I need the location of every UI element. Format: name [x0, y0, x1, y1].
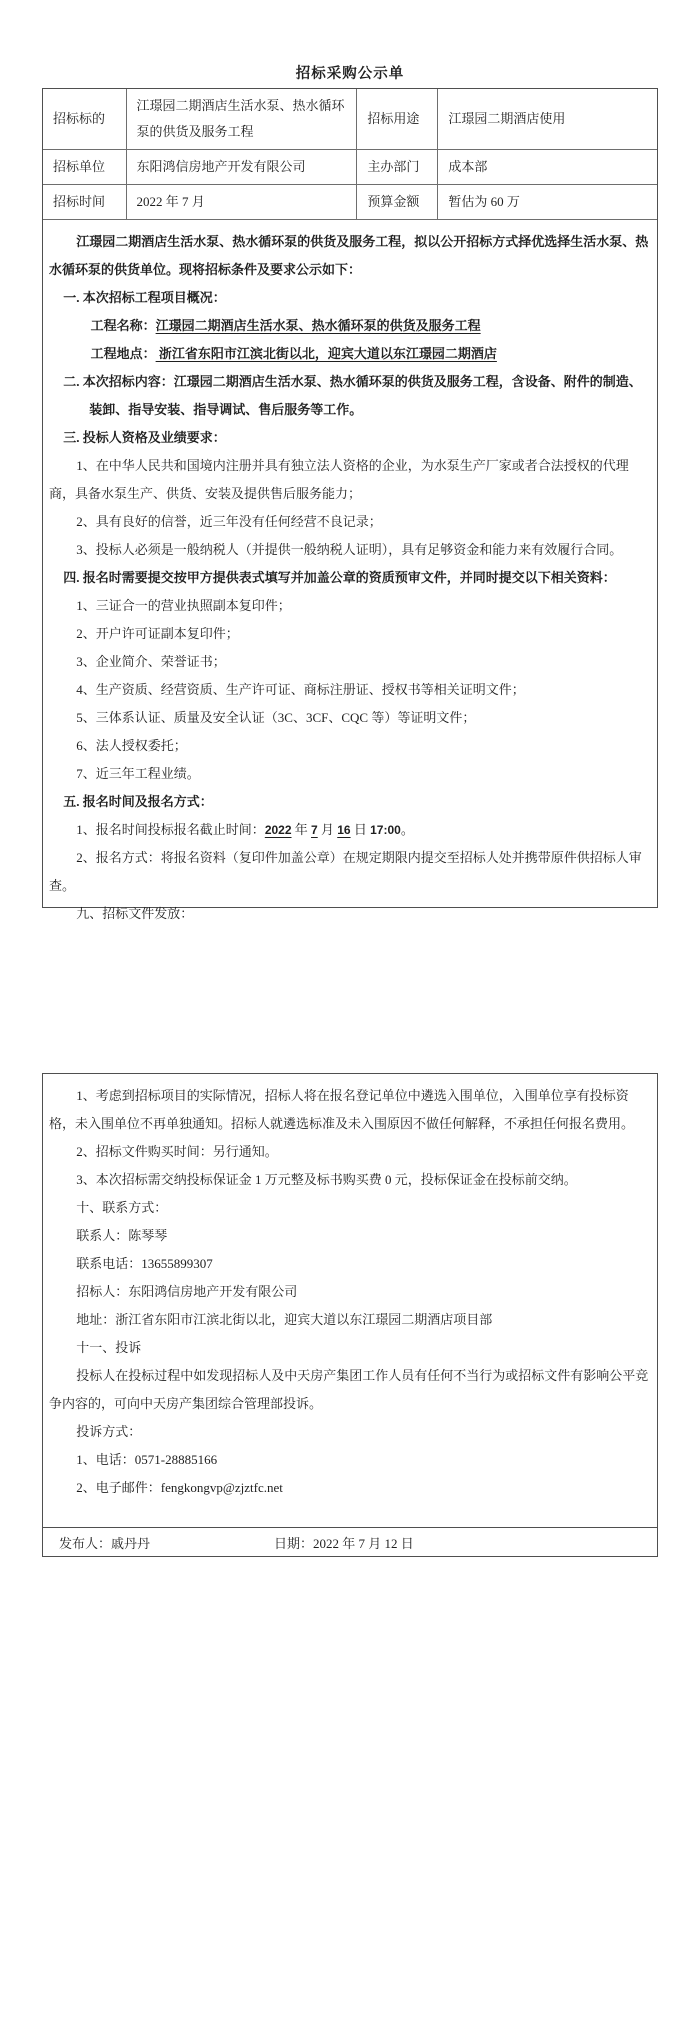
contact-phone-line: 联系电话：13655899307	[76, 1256, 213, 1271]
deadline-month-unit: 月	[317, 822, 338, 837]
intro-paragraph: 江璟园二期酒店生活水泵、热水循环泵的供货及服务工程，拟以公开招标方式择优选择生活水泵、热水循环泵的供货单位。现将招标条件及要求公示如下：	[49, 234, 649, 277]
section-1-heading: 一. 本次招标工程项目概况：	[63, 290, 226, 305]
info-label-tender-purpose: 招标用途	[357, 89, 438, 150]
deadline-day-unit: 日	[350, 822, 371, 837]
publisher-label: 发布人：戚丹丹	[59, 1535, 151, 1551]
deadline-month: 7	[311, 823, 318, 837]
deadline-time: 17:00	[370, 823, 401, 837]
section-5-heading: 五. 报名时间及报名方式：	[63, 794, 213, 809]
address-line: 地址：浙江省东阳市江滨北街以北，迎宾大道以东江璟园二期酒店项目部	[76, 1312, 493, 1327]
document-item: 5、三体系认证、质量及安全认证（3C、3CF、CQC 等）等证明文件；	[76, 710, 476, 725]
tender-announcement-document	[0, 62, 700, 1557]
info-table	[43, 89, 657, 220]
project-name-label: 工程名称：	[90, 318, 156, 333]
complaint-email-line: 2、电子邮件：fengkongvp@zjztfc.net	[76, 1480, 283, 1495]
section-2-paragraph: 二. 本次招标内容：江璟园二期酒店生活水泵、热水循环泵的供货及服务工程，含设备、附件的制造、装卸、指导安装、指导调试、售后服务等工作。	[63, 374, 642, 417]
complaint-phone-line: 1、电话：0571-28885166	[76, 1452, 218, 1467]
project-site-line	[49, 340, 651, 368]
qualification-item: 2、具有良好的信誉，近三年没有任何经营不良记录；	[76, 514, 382, 529]
deadline-year: 2022	[264, 823, 292, 837]
info-value-tender-unit: 东阳鸿信房地产开发有限公司	[127, 150, 358, 185]
publish-date: 日期：2022 年 7 月 12 日	[274, 1535, 414, 1551]
supplement-box	[42, 1073, 658, 1557]
project-name-value: 江璟园二期酒店生活水泵、热水循环泵的供货及服务工程	[155, 318, 481, 333]
announcement-body	[43, 220, 657, 928]
document-item: 3、企业简介、荣誉证书；	[76, 654, 226, 669]
section-9-heading: 九、招标文件发放：	[76, 906, 194, 921]
info-label-host-department: 主办部门	[357, 150, 438, 185]
project-site-label: 工程地点：	[90, 346, 156, 361]
deadline-year-unit: 年	[291, 822, 312, 837]
document-item: 2、开户许可证副本复印件；	[76, 626, 239, 641]
section-4-heading: 四. 报名时需要提交按甲方提供表式填写并加盖公章的资质预审文件，并同时提交以下相关资料：	[63, 570, 616, 585]
signup-method-paragraph: 2、报名方式：将报名资料（复印件加盖公章）在规定期限内提交至招标人处并携带原件供招标人审查。	[49, 850, 642, 893]
info-value-budget: 暂估为 60 万	[438, 185, 657, 220]
document-item: 4、生产资质、经营资质、生产许可证、商标注册证、授权书等相关证明文件；	[76, 682, 525, 697]
supplement-item: 1、考虑到招标项目的实际情况，招标人将在报名登记单位中遴选入围单位，入围单位享有投标资格，未入围单位不再单独通知。招标人就遴选标准及未入围原因不做任何解释，不承担任何报名费用。	[49, 1088, 635, 1131]
contact-person-line: 联系人：陈琴琴	[76, 1228, 168, 1243]
supplement-body	[43, 1074, 657, 1527]
document-item: 1、三证合一的营业执照副本复印件；	[76, 598, 291, 613]
project-name-line	[49, 312, 651, 340]
contact-section-heading: 十、联系方式：	[76, 1200, 168, 1215]
deadline-prefix: 1、报名时间投标报名截止时间：	[76, 822, 265, 837]
deadline-line	[49, 816, 651, 844]
page-title: 招标采购公示单	[295, 66, 405, 82]
document-item: 7、近三年工程业绩。	[76, 766, 200, 781]
complaint-section-heading: 十一、投诉	[76, 1340, 142, 1355]
tenderer-line: 招标人：东阳鸿信房地产开发有限公司	[76, 1284, 298, 1299]
supplement-item: 2、招标文件购买时间：另行通知。	[76, 1144, 278, 1159]
qualification-item: 3、投标人必须是一般纳税人（并提供一般纳税人证明），具有足够资金和能力来有效履行合同。	[76, 542, 623, 557]
project-site-value: 浙江省东阳市江滨北街以北，迎宾大道以东江璟园二期酒店	[155, 346, 497, 361]
complaint-method-heading: 投诉方式：	[76, 1424, 142, 1439]
info-value-tender-time: 2022 年 7 月	[127, 185, 358, 220]
publish-footer	[43, 1527, 657, 1556]
qualification-item: 1、在中华人民共和国境内注册并具有独立法人资格的企业，为水泵生产厂家或者合法授权的代理商，具备水泵生产、供货、安装及提供售后服务能力；	[49, 458, 629, 501]
deadline-end: 。	[400, 822, 414, 837]
info-value-tender-subject: 江璟园二期酒店生活水泵、热水循环泵的供货及服务工程	[127, 89, 358, 150]
info-label-tender-time: 招标时间	[43, 185, 127, 220]
document-item: 6、法人授权委托；	[76, 738, 187, 753]
complaint-paragraph: 投标人在投标过程中如发现招标人及中天房产集团工作人员有任何不当行为或招标文件有影响公平竞争内容的，可向中天房产集团综合管理部投诉。	[49, 1368, 649, 1411]
deadline-day: 16	[337, 823, 351, 837]
info-label-tender-unit: 招标单位	[43, 150, 127, 185]
supplement-item: 3、本次招标需交纳投标保证金 1 万元整及标书购买费 0 元，投标保证金在投标前交纳。	[76, 1172, 577, 1187]
main-announcement-box	[42, 88, 658, 921]
page-gap	[42, 908, 658, 1073]
info-label-budget: 预算金额	[357, 185, 438, 220]
info-value-tender-purpose: 江璟园二期酒店使用	[438, 89, 657, 150]
info-label-tender-subject: 招标标的	[43, 89, 127, 150]
info-value-host-department: 成本部	[438, 150, 657, 185]
section-3-heading: 三. 投标人资格及业绩要求：	[63, 430, 226, 445]
